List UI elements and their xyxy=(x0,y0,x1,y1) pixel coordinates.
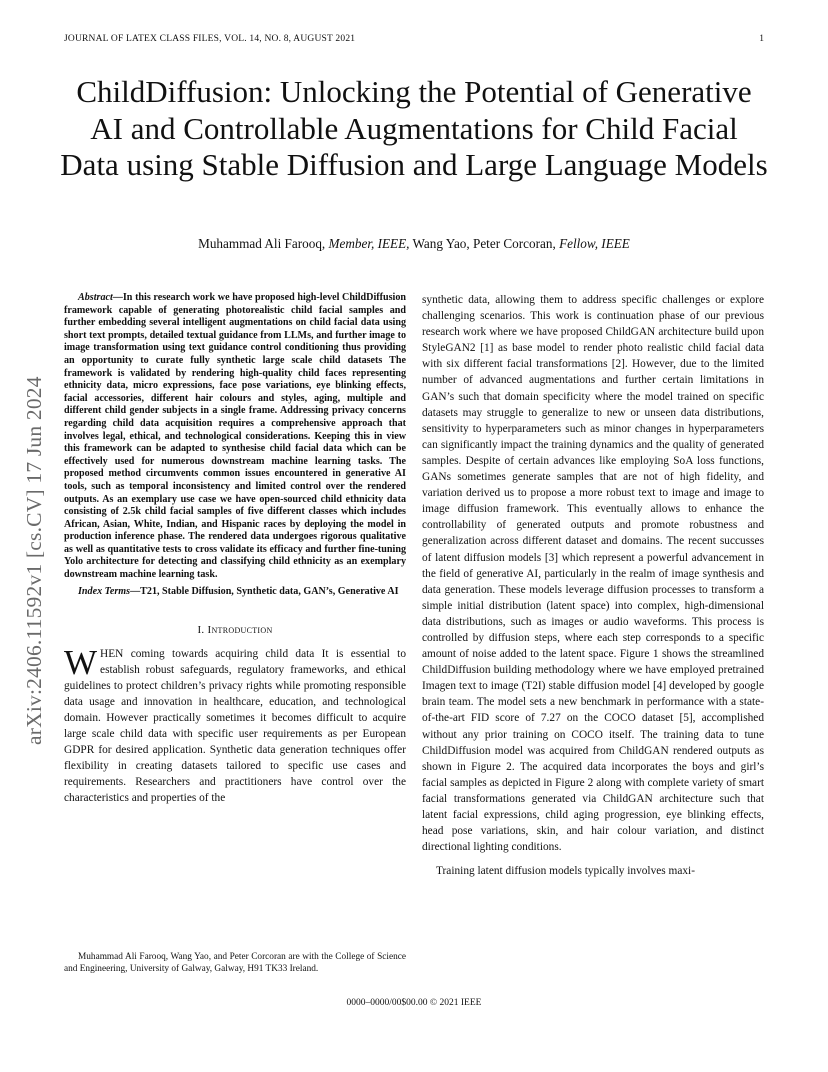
left-column xyxy=(64,292,406,806)
author-name-1: Muhammad Ali Farooq, xyxy=(198,236,326,251)
index-terms-label: Index Terms xyxy=(78,585,131,597)
author-role-2: Fellow, IEEE xyxy=(559,236,630,251)
right-column xyxy=(422,292,764,879)
abstract: Abstract—In this research work we have proposed high-level ChildDiffusion framework capable of generating photorealistic child facial samples and further embedding several intelligent augmentations on child facial data using short text prompts, detailed textual guidance from LLMs, and further image to image transformation using text guidance control conditioning thus providing an opportunity to curate fully synthetic large scale child datasets The framework is validated by rendering high-quality child faces representing ethnicity data, micro expressions, face pose variations, eye blinking effects, facial accessories, different hair colours and styles, aging, multiple and different child gender subjects in a single frame. Addressing privacy concerns regarding child data acquisition requires a comprehensive approach that involves legal, ethical, and technological considerations. Keeping this in view this framework can be adapted to synthesise child facial data which can be effectively used for numerous downstream machine learning tasks. The proposed method circumvents common issues encountered in generative AI tools, such as temporal inconsistency and limited control over the rendered outputs. As an exemplary use case we have open-sourced child ethnicity data consisting of 2.5k child facial samples of five different classes which includes African, Asian, White, Indian, and Hispanic races by deploying the model in production inference phase. The rendered data undergoes rigorous qualitative as well as quantitative tests to cross validate its efficacy and further fine-tuning Yolo architecture for detecting and classifying child ethnicity as an exemplary downstream machine learning task. xyxy=(64,292,406,581)
section-title: Introduction xyxy=(207,624,273,637)
journal-header: JOURNAL OF LATEX CLASS FILES, VOL. 14, NO. 8, AUGUST 2021 xyxy=(64,34,356,44)
drop-cap: W xyxy=(64,643,98,683)
index-terms-text: T21, Stable Diffusion, Synthetic data, GAN’s, Generative AI xyxy=(140,585,399,597)
section-heading xyxy=(64,624,406,636)
intro-paragraph xyxy=(64,643,406,806)
page-number: 1 xyxy=(759,34,764,44)
arxiv-stamp: arXiv:2406.11592v1 [cs.CV] 17 Jun 2024 xyxy=(22,376,46,745)
author-line xyxy=(60,236,768,252)
intro-lead-word: HEN xyxy=(100,648,124,661)
affiliation-footnote: Muhammad Ali Farooq, Wang Yao, and Peter Corcoran are with the College of Science and Engineering, University of Galway, Galway, H91 TK33 Ireland. xyxy=(64,952,406,975)
author-role-1: Member, IEEE, xyxy=(328,236,410,251)
abstract-text: In this research work we have proposed high-level ChildDiffusion framework capable of generating photorealistic child facial samples and further embedding several intelligent augmentations on child facial data using short text prompts, detailed textual guidance from LLMs, and further image to image transformation using text guidance control conditioning thus providing an opportunity to curate fully synthetic large scale child datasets The framework is validated by rendering high-quality child faces representing ethnicity data, micro expressions, face pose variations, eye blinking effects, facial accessories, different hair colours and styles, aging, multiple and different child gender subjects in a single frame. Addressing privacy concerns regarding child data acquisition requires a comprehensive approach that involves legal, ethical, and technological considerations. Keeping this in view this framework can be adapted to synthesise child facial data which can be effectively used for numerous downstream machine learning tasks. The proposed method circumvents common issues encountered in generative AI tools, such as temporal inconsistency and limited control over the rendered outputs. As an exemplary use case we have open-sourced child ethnicity data consisting of 2.5k child facial samples of five different classes which includes African, Asian, White, Indian, and Hispanic races by deploying the model in production inference phase. The rendered data undergoes rigorous qualitative as well as quantitative tests to cross validate its efficacy and further fine-tuning Yolo architecture for detecting and classifying child ethnicity as an exemplary downstream machine learning task. xyxy=(64,292,406,581)
author-names-2: Wang Yao, Peter Corcoran, xyxy=(412,236,556,251)
index-terms: Index Terms—T21, Stable Diffusion, Synthetic data, GAN’s, Generative AI xyxy=(78,585,399,597)
right-paragraph-1: synthetic data, allowing them to address specific challenges or explore challenging scenarios. This work is continuation phase of our previous research work where we have proposed ChildGAN architecture build upon StyleGAN2 [1] as base model to render photo realistic child facial data with six different facial transformations [2]. However, due to the limited number of advanced augmentations and further certain limitations in GAN’s such that domain specificity where the model trained on specific datasets may struggle to generalize to new or unseen data distributions, sensitivity to hyperparameters such as minor changes in hyperparameters can significantly impact the training dynamics and the quality of generated samples. Despite of certain advances like employing SoA loss functions, GANs sometimes generate samples that are not of high fidelity, and variation derived us to propose a more robust text to image and image to image diffusion framework. This eventually allows to enhance the controllability of generated outputs and promote robustness and generalization across different dataset and domains. The recent succusses of latent diffusion models [3] which represent a powerful advancement in the field of generative AI, particularly in the realm of image synthesis and data generation. These models leverage diffusion processes to transform a simple initial distribution (latent space) into complex, high-dimensional data distributions, such as images or audio waveforms. This process is controlled by diffusion steps, where each step corresponds to a specific amount of noise added to the latent space. Figure 1 shows the streamlined ChildDiffusion building methodology where we have employed pretrained Imagen text to image (T2I) stable diffusion model [4] developed by google brain team. The model sets a new benchmark in performance with a state-of-the-art FID score of 7.27 on the COCO dataset [5], accomplished without any prior training on COCO itself. The training data to tune ChildDiffusion model was acquired from ChildGAN rendered outputs as shown in Figure 2. The acquired data incorporates the boys and girl’s facial samples as depicted in Figure 2 along with complete variety of smart facial transformations generated via ChildGAN architecture such that latent facial expressions, child aging progression, eye blinking effects, head pose variations, skin, and hair colour variation, and distinct directional lighting conditions. xyxy=(422,294,764,854)
section-number: I. xyxy=(197,624,205,637)
intro-text: coming towards acquiring child data It is essential to establish robust safeguards, regulatory frameworks, and ethical guidelines to protect children’s privacy rights while promoting responsible data usage and innovation in healthcare, education, and technological domain. However practically sometimes it becomes difficult to acquire large scale child data with specific user requirements as per European GDPR for desired application. Synthetic data generation techniques offer flexibility in creating datasets tailored to specific use cases and requirements. Researchers and practitioners have control over the characteristics and properties of the xyxy=(64,648,406,805)
copyright-footer: 0000–0000/00$00.00 © 2021 IEEE xyxy=(346,998,482,1008)
abstract-label: Abstract xyxy=(78,292,113,303)
paper-title: ChildDiffusion: Unlocking the Potential of Generative AI and Controllable Augmentations for Child Facial Data using Stable Diffusion and Large Language Models xyxy=(60,74,768,182)
right-paragraph-2: Training latent diffusion models typically involves maxi- xyxy=(436,865,695,878)
